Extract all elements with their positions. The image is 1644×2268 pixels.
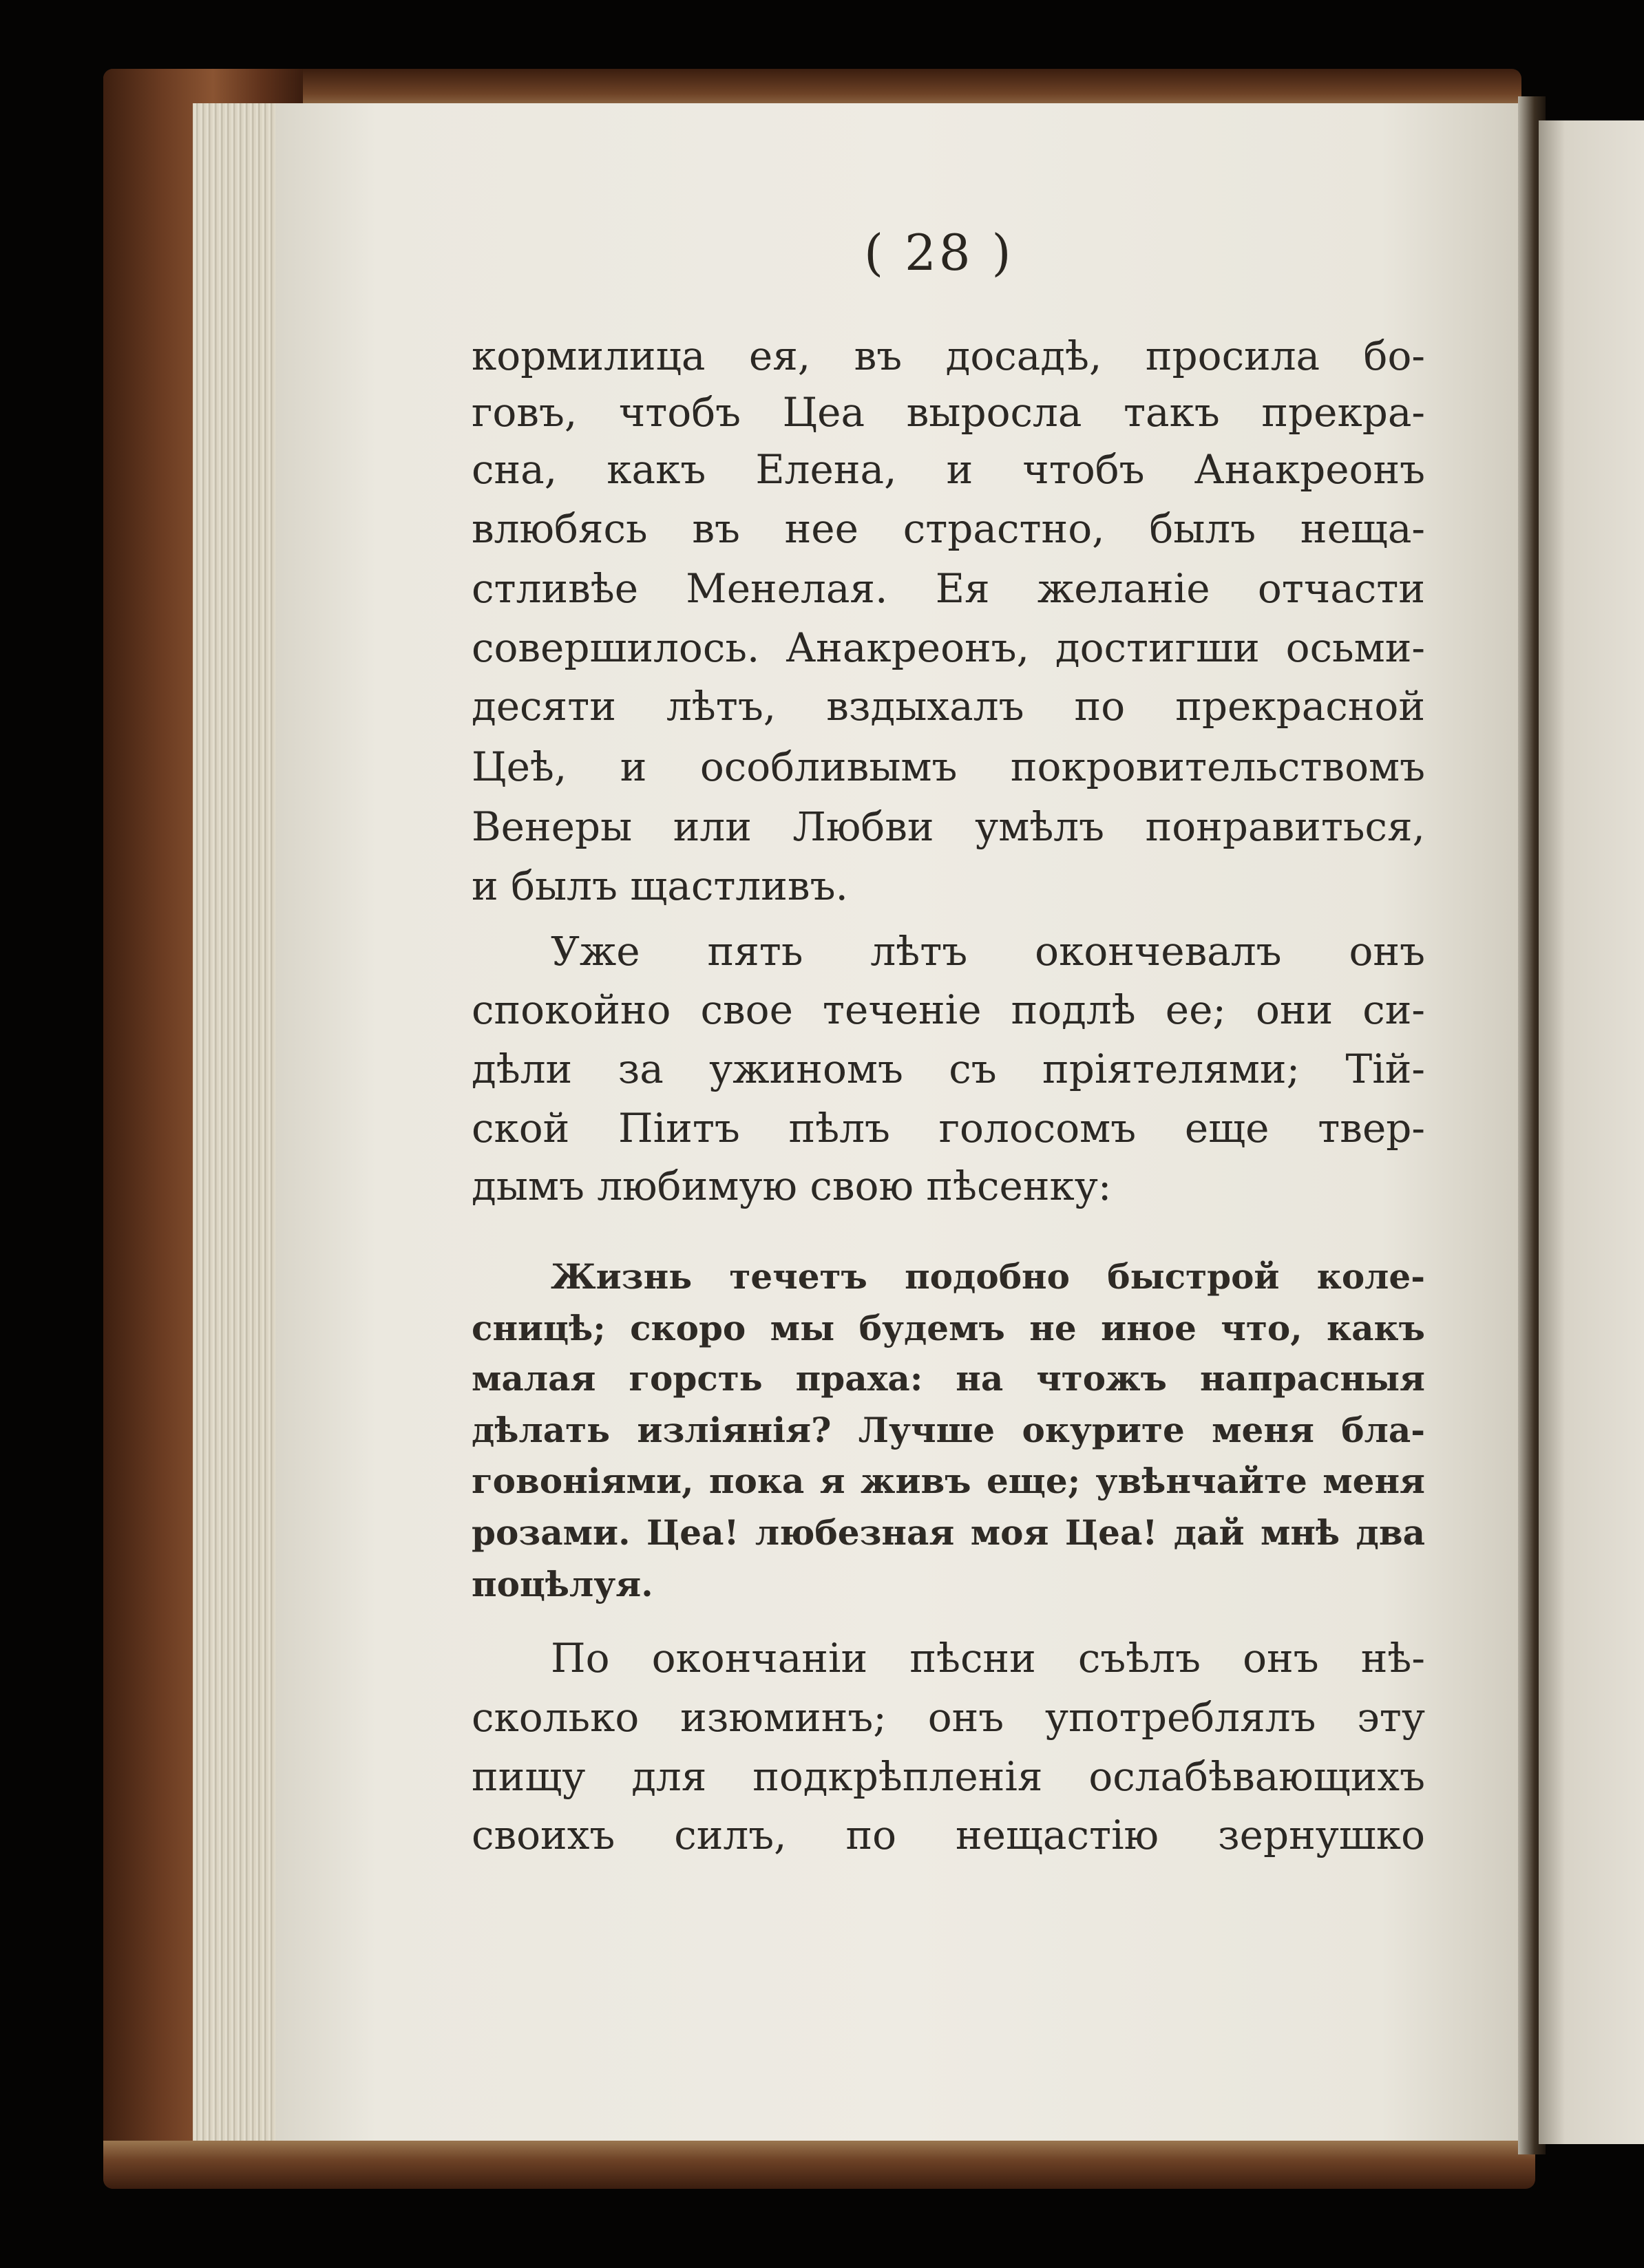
text-line: пищу для подкрѣпленія ослабѣвающихъ (472, 1753, 1425, 1800)
text-line: кормилица ея, въ досадѣ, просила бо- (472, 332, 1425, 379)
text-line: Уже пять лѣтъ окончевалъ онъ (551, 928, 1425, 975)
text-line: говъ, чтобъ Цеа выросла такъ прекра- (472, 389, 1425, 436)
book-cover-bottom-edge (103, 2141, 1535, 2189)
text-line: совершилось. Анакреонъ, достигши осьми- (472, 624, 1425, 671)
text-line: стливѣе Менелая. Ея желаніе отчасти (472, 565, 1425, 612)
text-line: Цеѣ, и особливымъ покровительствомъ (472, 743, 1425, 790)
text-line: сна, какъ Елена, и чтобъ Анакреонъ (472, 446, 1425, 493)
song-line: малая горсть праха: на чтожъ напрасныя (472, 1358, 1425, 1399)
text-line: десяти лѣтъ, вздыхалъ по прекрасной (472, 683, 1425, 730)
text-line: спокойно свое теченіе подлѣ ее; они си- (472, 986, 1425, 1033)
song-line: поцѣлуя. (472, 1564, 653, 1604)
text-line: влюбясь въ нее страстно, былъ нещa- (472, 505, 1425, 552)
text-line: ской Піитъ пѣлъ голосомъ еще твер- (472, 1105, 1425, 1152)
text-line: Венеры или Любви умѣлъ понравиться, (472, 803, 1425, 850)
song-line: дѣлать изліянія? Лучше окурите меня бла- (472, 1410, 1425, 1450)
text-line: дымъ любимую свою пѣсенку: (472, 1163, 1112, 1209)
page-number: ( 28 ) (864, 224, 1014, 282)
text-line: сколько изюминъ; онъ употреблялъ эту (472, 1694, 1425, 1741)
text-line: дѣли за ужиномъ съ пріятелями; Тій- (472, 1046, 1425, 1092)
text-line: своихъ силъ, по нещастію зернушко (472, 1812, 1425, 1858)
song-line: говоніями, пока я живъ еще; увѣнчайте меня (472, 1461, 1425, 1501)
facing-page (1539, 120, 1644, 2144)
song-line: сницѣ; скоро мы будемъ не иное что, какъ (472, 1308, 1425, 1348)
song-line: розами. Цеа! любезная моя Цеа! дай мнѣ два (472, 1512, 1425, 1553)
text-line: и былъ щастливъ. (472, 862, 848, 909)
text-line: По окончаніи пѣсни съѣлъ онъ нѣ- (551, 1635, 1425, 1682)
page-block-edges (193, 103, 282, 2141)
song-line: Жизнь течетъ подобно быстрой коле- (551, 1256, 1425, 1297)
